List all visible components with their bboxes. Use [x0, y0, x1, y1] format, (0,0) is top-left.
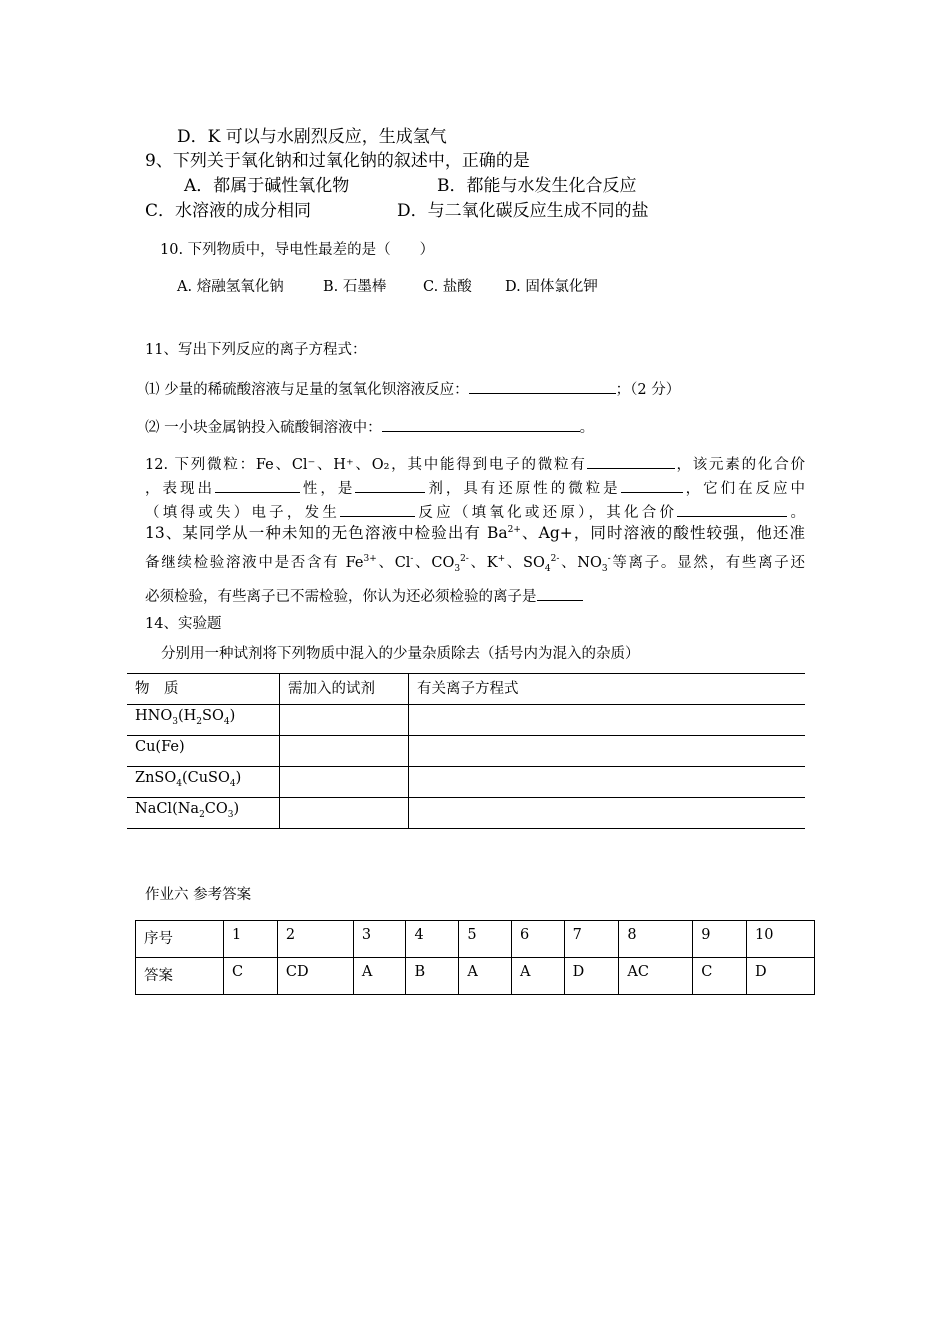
- answer-cell: B: [406, 958, 459, 995]
- reagent-cell[interactable]: [280, 798, 409, 829]
- answer-cell: D: [747, 958, 815, 995]
- q10-option-b: B. 石墨棒: [323, 279, 387, 295]
- substance-cell: [127, 767, 280, 798]
- reagent-cell[interactable]: [280, 736, 409, 767]
- answer-key-title: 作业六 参考答案: [145, 887, 252, 903]
- equation-cell[interactable]: [409, 705, 806, 736]
- answer-value-row: [136, 958, 815, 995]
- table-row: [127, 798, 805, 829]
- table-row: [127, 736, 805, 767]
- q8-option-d: D．K 可以与水剧烈反应，生成氢气: [177, 127, 447, 147]
- reagent-cell[interactable]: [280, 705, 409, 736]
- equation-cell[interactable]: [409, 767, 806, 798]
- subscript: 2: [196, 716, 203, 727]
- q12-text: ，它们在反应中: [682, 481, 806, 497]
- q13-text: 备继续检验溶液中是否含有 Fe: [145, 555, 364, 571]
- q13-text: 、SO: [505, 555, 545, 571]
- answer-key-table: [135, 920, 815, 995]
- substance-cell: [127, 798, 280, 829]
- subscript: 3: [172, 716, 178, 727]
- header-reagent: 需加入的试剂: [280, 674, 409, 705]
- table-row: [127, 705, 805, 736]
- q13-text: 必须检验，有些离子已不需检验，你认为还必须检验的离子是: [145, 589, 537, 605]
- q14-stem: 14、实验题: [145, 616, 222, 632]
- q9-option-c: C．水溶液的成分相同: [145, 201, 312, 221]
- q11-part2-text: ⑵ 一小块金属钠投入硫酸铜溶液中：: [145, 420, 382, 436]
- q9-option-d: D．与二氧化碳反应生成不同的盐: [397, 201, 649, 221]
- answer-number-row: [136, 921, 815, 958]
- q9-stem: 9、下列关于氧化钠和过氧化钠的叙述中，正确的是: [145, 151, 530, 171]
- q10-option-a: A. 熔融氢氧化钠: [177, 279, 284, 295]
- q11-part1-end: ；（2 分）: [615, 382, 681, 398]
- q12-text: 性，是: [299, 481, 356, 497]
- equation-cell[interactable]: [409, 798, 806, 829]
- q11-part2-end: 。: [579, 420, 595, 436]
- charge-superscript: -: [410, 554, 414, 565]
- answer-cell: 序号: [136, 921, 224, 958]
- formula-part: NaCl(Na: [135, 801, 200, 817]
- q13-text: 、Cl: [376, 555, 411, 571]
- q10-option-c: C. 盐酸: [423, 279, 472, 295]
- answer-blank[interactable]: [621, 478, 683, 493]
- formula-part: Cu(Fe): [135, 739, 185, 755]
- q11-part2: [145, 417, 594, 436]
- charge-superscript: 2-: [550, 554, 560, 565]
- formula-part: CO: [204, 801, 228, 817]
- q12-line2: [145, 478, 805, 497]
- q12-text: 剂，具有还原性的微粒是: [425, 481, 621, 497]
- q14-intro: 分别用一种试剂将下列物质中混入的少量杂质除去（括号内为混入的杂质）: [161, 646, 640, 662]
- answer-cell: A: [459, 958, 512, 995]
- impurity-table: [127, 673, 805, 829]
- formula-part: ): [235, 770, 242, 786]
- answer-cell: 8: [619, 921, 693, 958]
- answer-cell: 10: [747, 921, 815, 958]
- q12-text: ，表现出: [145, 481, 215, 497]
- table-row: [127, 767, 805, 798]
- answer-cell: C: [224, 958, 278, 995]
- equation-cell[interactable]: [409, 736, 806, 767]
- formula-part: (CuSO: [181, 770, 230, 786]
- q12-text: 12. 下列微粒：Fe、Cl⁻、H⁺、O₂，其中能得到电子的微粒有: [145, 457, 587, 473]
- answer-blank[interactable]: [340, 502, 415, 517]
- answer-cell: C: [693, 958, 747, 995]
- answer-blank[interactable]: [537, 586, 583, 601]
- subscript: 4: [544, 563, 551, 574]
- q12-text: （填得或失）电子，发生: [145, 505, 341, 521]
- formula-part: (H: [177, 708, 197, 724]
- header-substance: 物 质: [127, 674, 280, 705]
- q12-text: ，该元素的化合价: [674, 457, 805, 473]
- q13-line1: [145, 526, 805, 542]
- answer-cell: 1: [224, 921, 278, 958]
- answer-cell: 2: [277, 921, 353, 958]
- answer-cell: 5: [459, 921, 512, 958]
- answer-cell: A: [353, 958, 406, 995]
- subscript: 3: [601, 563, 608, 574]
- q13-line2: [145, 554, 805, 574]
- reagent-cell[interactable]: [280, 767, 409, 798]
- q13-text: 13、某同学从一种未知的无色溶液中检验出有 Ba: [145, 524, 508, 542]
- answer-blank[interactable]: [215, 478, 300, 493]
- substance-cell: [127, 705, 280, 736]
- substance-cell: [127, 736, 280, 767]
- answer-cell: 7: [564, 921, 619, 958]
- charge-superscript: 2-: [460, 554, 469, 565]
- subscript: 2: [199, 809, 205, 820]
- q9-option-b: B．都能与水发生化合反应: [437, 176, 637, 196]
- answer-cell: 9: [693, 921, 747, 958]
- charge-superscript: +: [497, 554, 506, 565]
- q13-text: 、NO: [559, 555, 602, 571]
- q11-stem: 11、写出下列反应的离子方程式：: [145, 342, 367, 358]
- answer-cell: D: [564, 958, 619, 995]
- header-equation: 有关离子方程式: [409, 674, 806, 705]
- subscript: 3: [227, 809, 234, 820]
- q12-line1: [145, 454, 805, 473]
- answer-cell: 6: [512, 921, 565, 958]
- answer-cell: 4: [406, 921, 459, 958]
- subscript: 4: [229, 778, 236, 789]
- answer-cell: 答案: [136, 958, 224, 995]
- charge-superscript: -: [607, 554, 611, 565]
- answer-cell: AC: [619, 958, 693, 995]
- q13-text: 、CO: [413, 555, 455, 571]
- q9-option-a: A．都属于碱性氧化物: [184, 176, 350, 196]
- formula-part: ): [233, 801, 240, 817]
- q12-text: 反应（填氧化或还原），其化合价: [415, 505, 678, 521]
- q11-part1: [145, 379, 680, 398]
- charge-superscript: 2+: [507, 524, 521, 535]
- q12-text: 。: [787, 505, 806, 521]
- answer-blank[interactable]: [587, 454, 675, 469]
- formula-part: SO: [202, 708, 224, 724]
- formula-part: ZnSO: [135, 770, 177, 786]
- answer-blank[interactable]: [382, 417, 580, 432]
- q11-part1-text: ⑴ 少量的稀硫酸溶液与足量的氢氧化钡溶液反应：: [145, 382, 469, 398]
- table-header-row: [127, 674, 805, 705]
- q13-text: 等离子。显然，有些离子还: [610, 555, 805, 571]
- subscript: 4: [223, 716, 230, 727]
- subscript: 4: [176, 778, 182, 789]
- q12-line3: [145, 502, 805, 521]
- answer-blank[interactable]: [677, 502, 787, 517]
- q13-text: 、Ag+，同时溶液的酸性较强，他还准: [520, 524, 805, 542]
- answer-cell: CD: [277, 958, 353, 995]
- charge-superscript: 3+: [363, 554, 377, 565]
- q10-option-d: D. 固体氯化钾: [505, 279, 598, 295]
- answer-blank[interactable]: [355, 478, 425, 493]
- answer-blank[interactable]: [469, 379, 616, 394]
- q13-text: 、K: [468, 555, 498, 571]
- answer-cell: A: [512, 958, 565, 995]
- formula-part: HNO: [135, 708, 173, 724]
- formula-part: ): [229, 708, 236, 724]
- q10-stem: 10. 下列物质中，导电性最差的是（ ）: [160, 242, 435, 258]
- subscript: 3: [454, 563, 461, 574]
- answer-cell: 3: [353, 921, 406, 958]
- q13-line3: [145, 586, 583, 605]
